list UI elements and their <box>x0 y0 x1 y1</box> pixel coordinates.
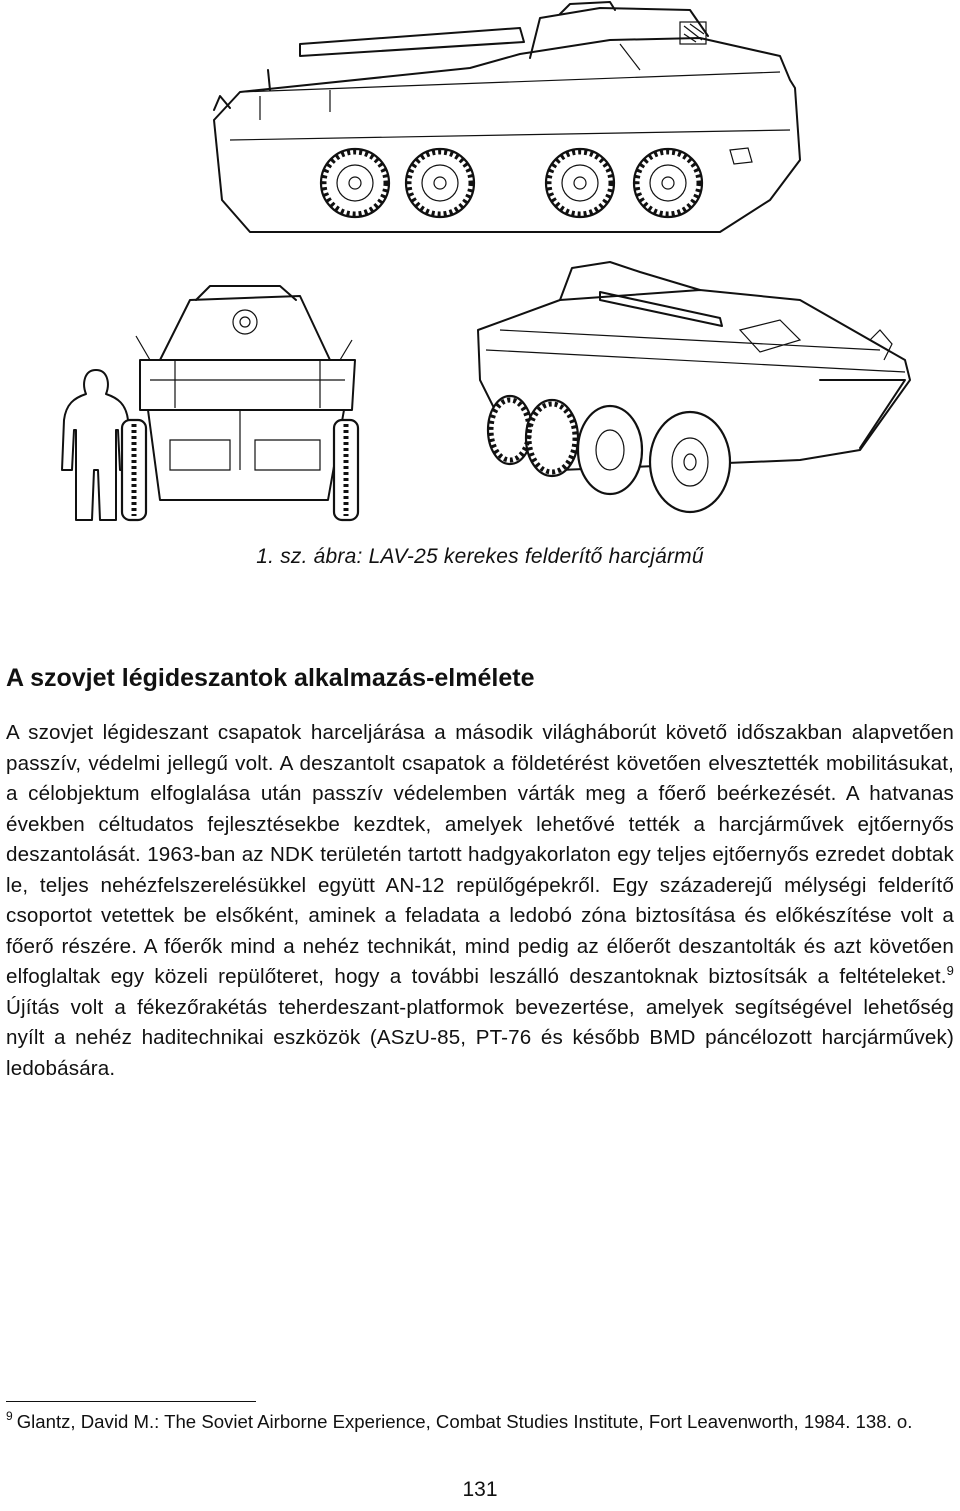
footnote-reference[interactable]: 9 <box>946 963 954 978</box>
footnote <box>6 1410 946 1435</box>
page-number: 131 <box>462 1478 498 1501</box>
front-view-drawing <box>122 286 358 520</box>
human-silhouette <box>62 370 130 520</box>
body-text-part-1: A szovjet légideszant csapatok harceljárása a második világháborút követő időszakban alapvetően passzív, védelmi jellegű volt. A deszantolt csapatok a földetérést követően elvesztették mobilitásukat, a célobjektum elfoglalása után passzív védelemben várták meg a főerő beérkezését. A hatvanas években céltudatos fejlesztésekbe kezdtek, amelyek lehetővé tették a harcjárművek ejtőernyős deszantolását. 1963-ban az NDK területén tartott hadgyakorlaton egy teljes ejtőernyős ezredet dobtak le, teljes nehézfelszerelésükkel együtt AN-12 repülőgépekről. Egy századerejű mélységi felderítő csoportot vetettek be elsőként, aminek a feladata a ledobó zóna biztosítása és előkészítése volt a főerő részére. A főerők mind a nehéz technikát, mind pedig az élőerőt deszantolták és azt követően elfoglaltak egy közeli repülőteret, hogy a további leszálló deszantoknak biztosítsák a feltételeket. <box>6 721 954 988</box>
footnote-number: 9 <box>6 1409 13 1423</box>
figure-caption: 1. sz. ábra: LAV-25 kerekes felderítő harcjármű <box>256 545 704 568</box>
footnote-text: Glantz, David M.: The Soviet Airborne Experience, Combat Studies Institute, Fort Leavenworth, 1984. 138. o. <box>16 1411 913 1432</box>
side-view-drawing <box>214 2 800 232</box>
section-heading: A szovjet légideszantok alkalmazás-elmélete <box>6 664 535 692</box>
body-paragraph <box>6 718 954 1084</box>
footnote-separator <box>6 1401 256 1402</box>
perspective-view-drawing <box>478 262 910 512</box>
lav-25-line-drawing <box>0 0 960 540</box>
vehicle-figure <box>0 0 960 540</box>
body-text-part-2: Újítás volt a fékezőrakétás teherdeszant-platformok bevezertése, amelyek segítségével lehetőség nyílt a nehéz haditechnikai eszközök (ASzU-85, PT-76 és később BMD páncélozott harcjárművek) ledobására. <box>6 995 954 1080</box>
